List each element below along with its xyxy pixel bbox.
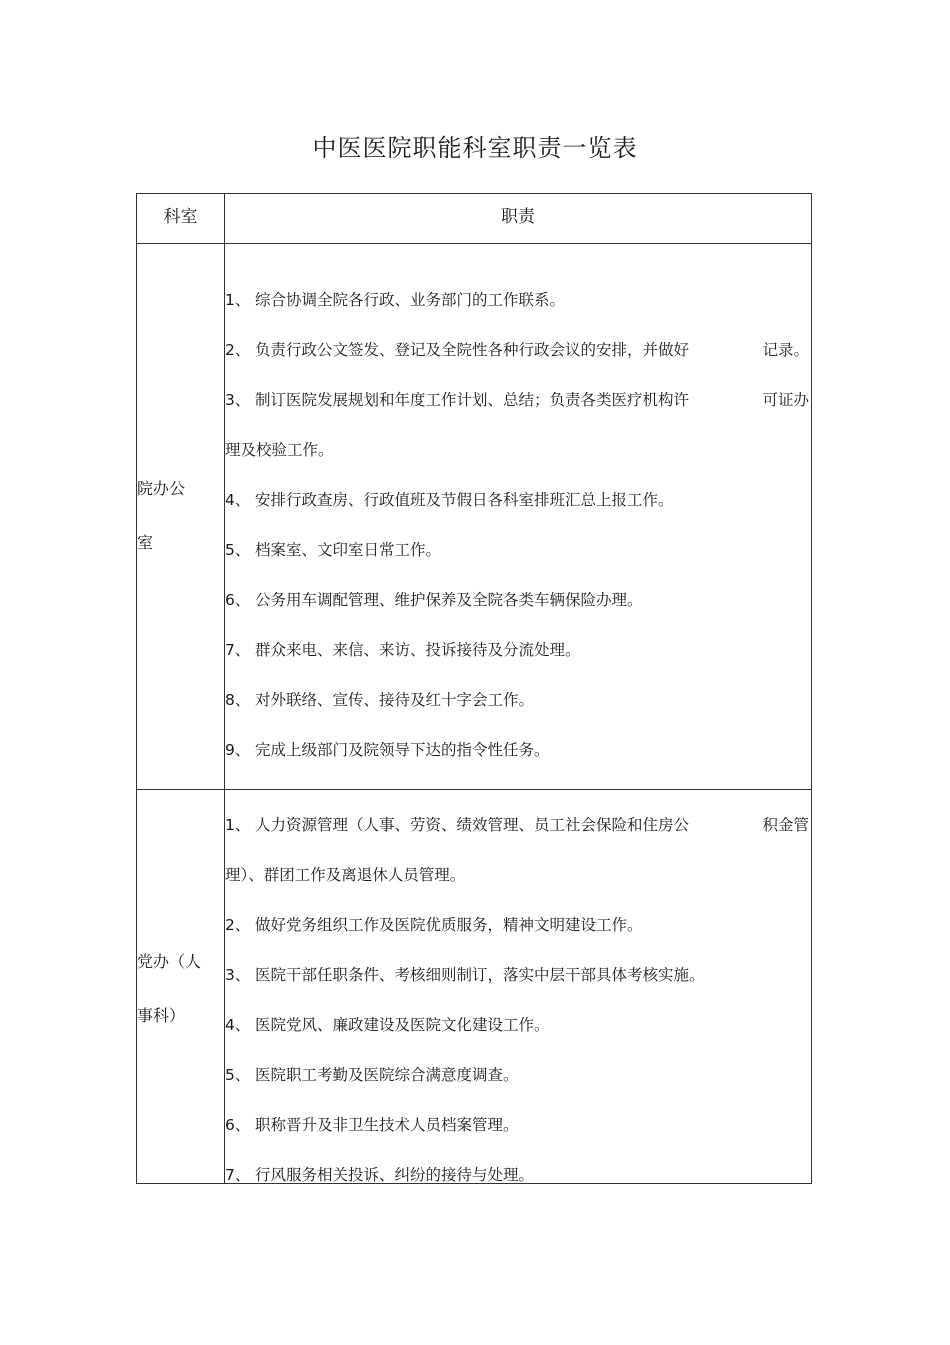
duty-number: 2、 (225, 341, 251, 359)
duty-text: 医院党风、廉政建设及医院文化建设工作。 (255, 1016, 550, 1034)
duty-line (225, 1000, 811, 1050)
duty-line (225, 675, 811, 725)
duty-text: 人力资源管理（人事、劳资、绩效管理、员工社会保险和住房公 (255, 816, 690, 834)
duty-list-party (225, 800, 811, 1200)
duty-number: 4、 (225, 491, 251, 509)
duty-number: 1、 (225, 816, 251, 834)
duty-text-tail: 记录。 (762, 341, 809, 359)
duty-line (225, 325, 811, 375)
duty-text-tail: 可证办 (762, 391, 809, 409)
dept-name-office (137, 462, 209, 570)
header-duties: 职责 (501, 207, 535, 227)
duty-line (225, 800, 811, 850)
dept-name-party (137, 935, 209, 1043)
duty-number: 7、 (225, 641, 251, 659)
duty-number: 9、 (225, 741, 251, 759)
duty-line (225, 1050, 811, 1100)
duties-table (136, 193, 812, 1184)
duty-list-office (225, 275, 811, 775)
duty-text: 理及校验工作。 (225, 441, 334, 459)
header-dept: 科室 (163, 207, 198, 227)
duty-line (225, 575, 811, 625)
duty-text: 做好党务组织工作及医院优质服务，精神文明建设工作。 (255, 916, 643, 934)
duty-line (225, 275, 811, 325)
duty-line (225, 525, 811, 575)
duty-text: 医院职工考勤及医院综合满意度调查。 (255, 1066, 519, 1084)
dept-name-line: 党办（人 (137, 952, 202, 971)
duty-line (225, 725, 811, 775)
duty-text: 理）、群团工作及离退休人员管理。 (225, 866, 466, 884)
duty-line (225, 425, 811, 475)
duty-text: 公务用车调配管理、维护保养及全院各类车辆保险办理。 (255, 591, 643, 609)
duty-text: 档案室、文印室日常工作。 (255, 541, 442, 559)
duty-text: 安排行政查房、行政值班及节假日各科室排班汇总上报工作。 (255, 491, 674, 509)
duty-text: 制订医院发展规划和年度工作计划、总结；负责各类医疗机构许 (255, 391, 690, 409)
duty-text: 医院干部任职条件、考核细则制订，落实中层干部具体考核实施。 (255, 966, 705, 984)
duty-line (225, 1100, 811, 1150)
duty-number: 7、 (225, 1166, 251, 1184)
duty-number: 6、 (225, 1116, 251, 1134)
dept-name-line: 院办公 (137, 479, 186, 498)
duty-line (225, 375, 811, 425)
duty-line (225, 850, 811, 900)
duty-number: 5、 (225, 541, 251, 559)
duty-text: 群众来电、来信、来访、投诉接待及分流处理。 (255, 641, 581, 659)
duty-line (225, 1150, 811, 1200)
duty-text: 综合协调全院各行政、业务部门的工作联系。 (255, 291, 566, 309)
duty-text: 行风服务相关投诉、纠纷的接待与处理。 (255, 1166, 535, 1184)
header-divider (137, 243, 811, 244)
duty-line (225, 625, 811, 675)
page-title: 中医医院职能科室职责一览表 (312, 134, 638, 162)
duty-line (225, 950, 811, 1000)
duty-text: 对外联络、宣传、接待及红十字会工作。 (255, 691, 535, 709)
duty-number: 6、 (225, 591, 251, 609)
duty-number: 2、 (225, 916, 251, 934)
duty-line (225, 475, 811, 525)
duty-number: 3、 (225, 966, 251, 984)
duty-text-tail: 积金管 (762, 816, 809, 834)
duty-number: 8、 (225, 691, 251, 709)
duty-text: 负责行政公文签发、登记及全院性各种行政会议的安排，并做好 (255, 341, 690, 359)
duty-number: 4、 (225, 1016, 251, 1034)
duty-number: 5、 (225, 1066, 251, 1084)
duty-line (225, 900, 811, 950)
section-divider (137, 789, 811, 790)
dept-name-line: 室 (137, 533, 154, 552)
dept-name-line: 事科） (137, 1006, 186, 1025)
duty-number: 1、 (225, 291, 251, 309)
duty-text: 职称晋升及非卫生技术人员档案管理。 (255, 1116, 519, 1134)
duty-number: 3、 (225, 391, 251, 409)
duty-text: 完成上级部门及院领导下达的指令性任务。 (255, 741, 550, 759)
